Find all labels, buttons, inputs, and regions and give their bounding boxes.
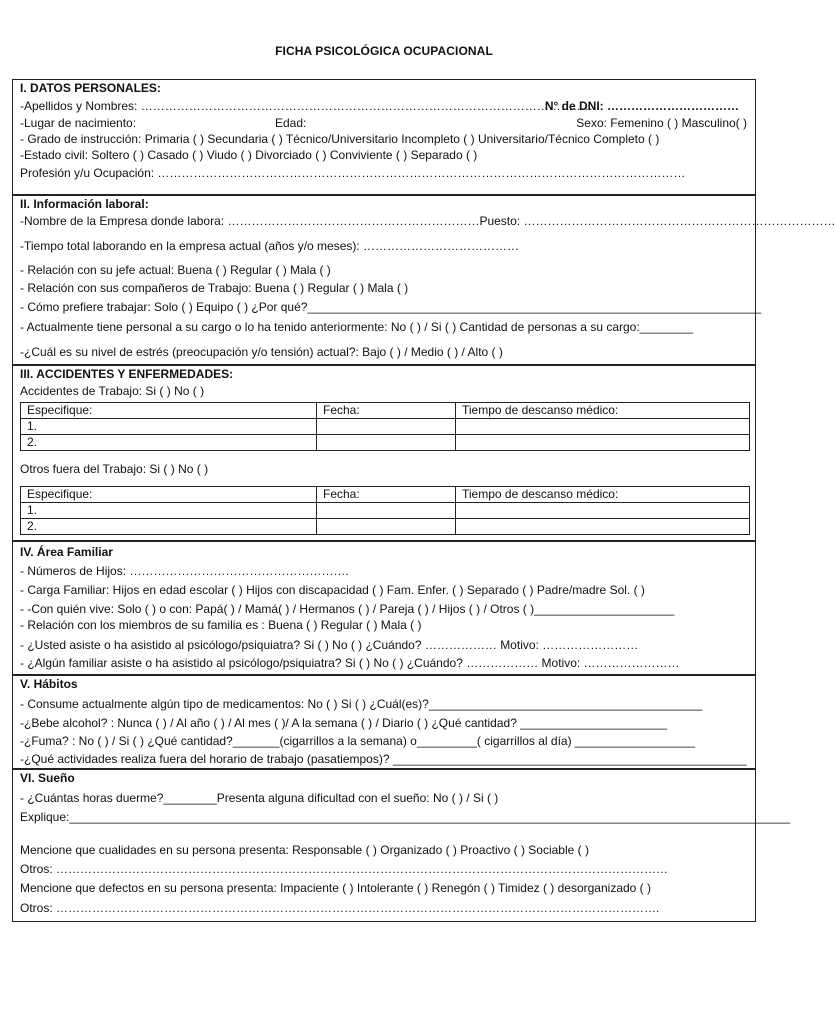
section-datos-personales xyxy=(12,79,756,195)
section-heading: I. DATOS PERSONALES: xyxy=(20,81,161,95)
edad-field[interactable]: Edad: xyxy=(275,116,307,130)
table-cell[interactable] xyxy=(317,519,456,535)
table-cell[interactable] xyxy=(317,435,456,451)
form-title: FICHA PSICOLÓGICA OCUPACIONAL xyxy=(275,44,493,58)
nivel-estres-options[interactable]: -¿Cuál es su nivel de estrés (preocupación y/o tensión) actual?: Bajo ( ) / Medio ( ) / Alto ( ) xyxy=(20,345,503,359)
column-header: Fecha: xyxy=(317,403,456,419)
column-header: Fecha: xyxy=(317,487,456,503)
section-informacion-laboral xyxy=(12,195,835,365)
table-row[interactable] xyxy=(21,503,750,519)
cualidades-options[interactable]: Mencione que cualidades en su persona presenta: Responsable ( ) Organizado ( ) Proactivo ( ) Sociable ( ) xyxy=(20,843,589,857)
row-number[interactable]: 2. xyxy=(21,519,317,535)
table-header-row xyxy=(21,403,750,419)
otros-cualidades-field[interactable]: Otros: ……………………………………………………………………………………………………………………………………… xyxy=(20,862,669,876)
section-heading: II. Información laboral: xyxy=(20,197,149,211)
tiempo-laborando-field[interactable]: -Tiempo total laborando en la empresa actual (años y/o meses): ………………………………… xyxy=(20,239,520,253)
personal-a-cargo-field[interactable]: - Actualmente tiene personal a su cargo o lo ha tenido anteriormente: No ( ) / Si ( ) Cantidad de personas a su cargo:________ xyxy=(20,320,694,334)
table-row[interactable] xyxy=(21,519,750,535)
section-heading: VI. Sueño xyxy=(20,771,75,785)
column-header: Especifique: xyxy=(21,403,317,419)
estado-civil-options[interactable]: -Estado civil: Soltero ( ) Casado ( ) Viudo ( ) Divorciado ( ) Conviviente ( ) Separado ( ) xyxy=(20,148,478,162)
explique-field[interactable]: Explique:____________________________________________________________________________________________________________ xyxy=(20,810,791,824)
carga-familiar-options[interactable]: - Carga Familiar: Hijos en edad escolar ( ) Hijos con discapacidad ( ) Fam. Enfer. ( ) Separado ( ) Padre/madre Sol. ( ) xyxy=(20,583,645,597)
otros-fuera-trabajo-options[interactable]: Otros fuera del Trabajo: Si ( ) No ( ) xyxy=(20,462,209,476)
fuma-field[interactable]: -¿Fuma? : No ( ) / Si ( ) ¿Qué cantidad?_______(cigarrillos a la semana) o_________( cigarrillos al día) __________________ xyxy=(20,734,696,748)
lugar-nacimiento-field[interactable]: -Lugar de nacimiento: xyxy=(20,116,137,130)
table-header-row xyxy=(21,487,750,503)
relacion-familia-options[interactable]: - Relación con los miembros de su familia es : Buena ( ) Regular ( ) Mala ( ) xyxy=(20,618,422,632)
profesion-field[interactable]: Profesión y/u Ocupación: …………………………………………………………………………………………………………………… xyxy=(20,166,686,180)
section-area-familiar xyxy=(12,541,756,675)
horas-sueno-field[interactable]: - ¿Cuántas horas duerme?________Presenta alguna dificultad con el sueño: No ( ) / Si ( ) xyxy=(20,791,499,805)
table-row[interactable] xyxy=(21,419,750,435)
medicamentos-field[interactable]: - Consume actualmente algún tipo de medicamentos: No ( ) Si ( ) ¿Cuál(es)?_________________________________________ xyxy=(20,697,703,711)
section-heading: IV. Área Familiar xyxy=(20,545,113,559)
table-cell[interactable] xyxy=(456,419,750,435)
row-number[interactable]: 2. xyxy=(21,435,317,451)
relacion-companeros-options[interactable]: - Relación con sus compañeros de Trabajo: Buena ( ) Regular ( ) Mala ( ) xyxy=(20,281,409,295)
table-row[interactable] xyxy=(21,435,750,451)
defectos-options[interactable]: Mencione que defectos en su persona presenta: Impaciente ( ) Intolerante ( ) Renegón ( ) Timidez ( ) desorganizado ( ) xyxy=(20,881,651,895)
familiar-psicologo-field[interactable]: - ¿Algún familiar asiste o ha asistido al psicólogo/psiquiatra? Si ( ) No ( ) ¿Cuándo? ……………… Motivo: …………………… xyxy=(20,656,680,670)
column-header: Tiempo de descanso médico: xyxy=(456,487,750,503)
row-number[interactable]: 1. xyxy=(21,419,317,435)
grado-instruccion-options[interactable]: - Grado de instrucción: Primaria ( ) Secundaria ( ) Técnico/Universitario Incompleto ( ) Universitario/Técnico Completo ( ) xyxy=(20,132,660,146)
section-sueno xyxy=(12,769,791,922)
column-header: Tiempo de descanso médico: xyxy=(456,403,750,419)
numero-hijos-field[interactable]: - Números de Hijos: ………………………………………………. xyxy=(20,564,349,578)
row-number[interactable]: 1. xyxy=(21,503,317,519)
column-header: Especifique: xyxy=(21,487,317,503)
section-habitos xyxy=(12,675,756,769)
con-quien-vive-options[interactable]: - -Con quién vive: Solo ( ) o con: Papá( ) / Mamá( ) / Hermanos ( ) / Pareja ( ) / Hijos ( ) / Otros ( )_____________________ xyxy=(20,602,675,616)
asiste-psicologo-field[interactable]: - ¿Usted asiste o ha asistido al psicólogo/psiquiatra? Si ( ) No ( ) ¿Cuándo? ……………… Motivo: …………………… xyxy=(20,638,639,652)
apellidos-nombres-field[interactable]: -Apellidos y Nombres: …………………………………………………………………………………………………… xyxy=(20,99,597,113)
section-heading: III. ACCIDENTES Y ENFERMEDADES: xyxy=(20,367,234,381)
section-heading: V. Hábitos xyxy=(20,677,78,691)
table-cell[interactable] xyxy=(317,419,456,435)
empresa-puesto-field[interactable]: -Nombre de la Empresa donde labora: ………………………………………………………Puesto: …………………………………………………………………… xyxy=(20,214,835,228)
table-cell[interactable] xyxy=(456,503,750,519)
section-accidentes-enfermedades xyxy=(12,365,756,541)
preferencia-trabajo-field[interactable]: - Cómo prefiere trabajar: Solo ( ) Equipo ( ) ¿Por qué?____________________________________________________________________ xyxy=(20,300,762,314)
otros-fuera-trabajo-table xyxy=(20,486,750,535)
otros-defectos-field[interactable]: Otros: ……………………………………………………………………………………………………………………………………. xyxy=(20,901,660,915)
sexo-options[interactable]: Sexo: Femenino ( ) Masculino( ) xyxy=(576,116,747,130)
table-cell[interactable] xyxy=(317,503,456,519)
alcohol-field[interactable]: -¿Bebe alcohol? : Nunca ( ) / Al año ( ) / Al mes ( )/ A la semana ( ) / Diario ( ) ¿Qué cantidad? ______________________ xyxy=(20,716,668,730)
relacion-jefe-options[interactable]: - Relación con su jefe actual: Buena ( ) Regular ( ) Mala ( ) xyxy=(20,263,331,277)
accidentes-trabajo-table xyxy=(20,402,750,451)
table-cell[interactable] xyxy=(456,435,750,451)
accidentes-trabajo-options[interactable]: Accidentes de Trabajo: Si ( ) No ( ) xyxy=(20,384,205,398)
table-cell[interactable] xyxy=(456,519,750,535)
dni-field[interactable]: N° de DNI: …………………………… xyxy=(544,99,739,113)
actividades-field[interactable]: -¿Qué actividades realiza fuera del horario de trabajo (pasatiempos)? _____________________________________________________ xyxy=(20,752,747,766)
